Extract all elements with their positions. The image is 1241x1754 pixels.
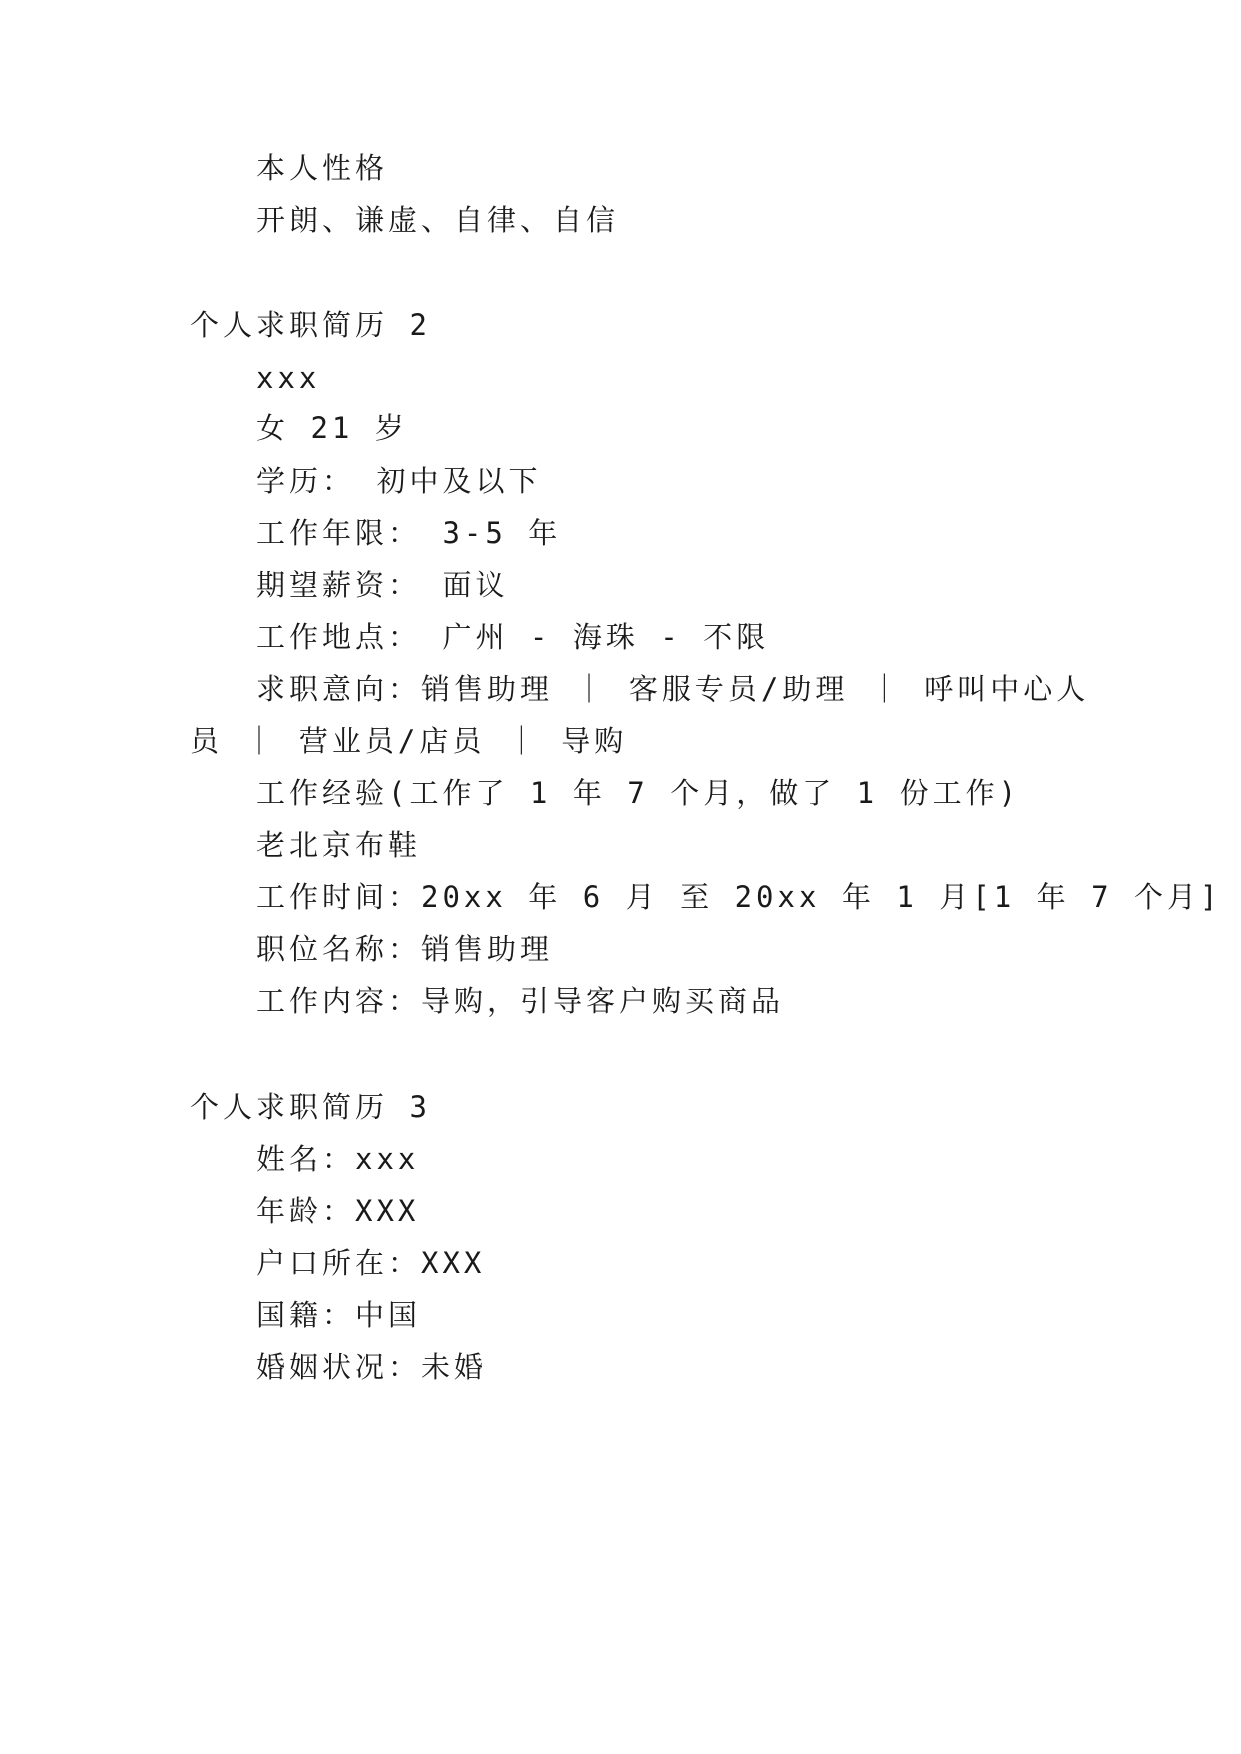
resume-2-expected-salary: 期望薪资： 面议 — [256, 568, 509, 602]
resume-3-heading: 个人求职简历 3 — [190, 1090, 431, 1124]
resume-2-job-content: 工作内容：导购，引导客户购买商品 — [256, 984, 785, 1018]
resume-2-gender-age: 女 21 岁 — [256, 411, 408, 445]
resume-2-job-intention-cont: 员 ｜ 营业员/店员 ｜ 导购 — [190, 724, 628, 758]
resume-3-name: 姓名：xxx — [256, 1142, 420, 1176]
resume-2-name: xxx — [256, 361, 321, 395]
resume-2-work-location: 工作地点： 广州 - 海珠 - 不限 — [256, 620, 770, 654]
resume-2-heading: 个人求职简历 2 — [190, 308, 431, 342]
personality-value: 开朗、谦虚、自律、自信 — [256, 203, 620, 237]
resume-2-position: 职位名称：销售助理 — [256, 932, 554, 966]
resume-2-job-intention: 求职意向：销售助理 ｜ 客服专员/助理 ｜ 呼叫中心人 — [256, 672, 1090, 706]
resume-3-hukou: 户口所在：XXX — [256, 1246, 486, 1280]
resume-3-nationality: 国籍：中国 — [256, 1298, 422, 1332]
personality-label: 本人性格 — [256, 151, 389, 185]
resume-2-company: 老北京布鞋 — [256, 828, 422, 862]
resume-2-education: 学历： 初中及以下 — [256, 464, 542, 498]
resume-2-work-years: 工作年限： 3-5 年 — [256, 516, 562, 550]
resume-3-marital-status: 婚姻状况：未婚 — [256, 1350, 488, 1384]
resume-2-work-time: 工作时间：20xx 年 6 月 至 20xx 年 1 月[1 年 7 个月] — [256, 880, 1222, 914]
resume-2-work-experience: 工作经验(工作了 1 年 7 个月，做了 1 份工作) — [256, 776, 1021, 810]
resume-3-age: 年龄：XXX — [256, 1194, 420, 1228]
